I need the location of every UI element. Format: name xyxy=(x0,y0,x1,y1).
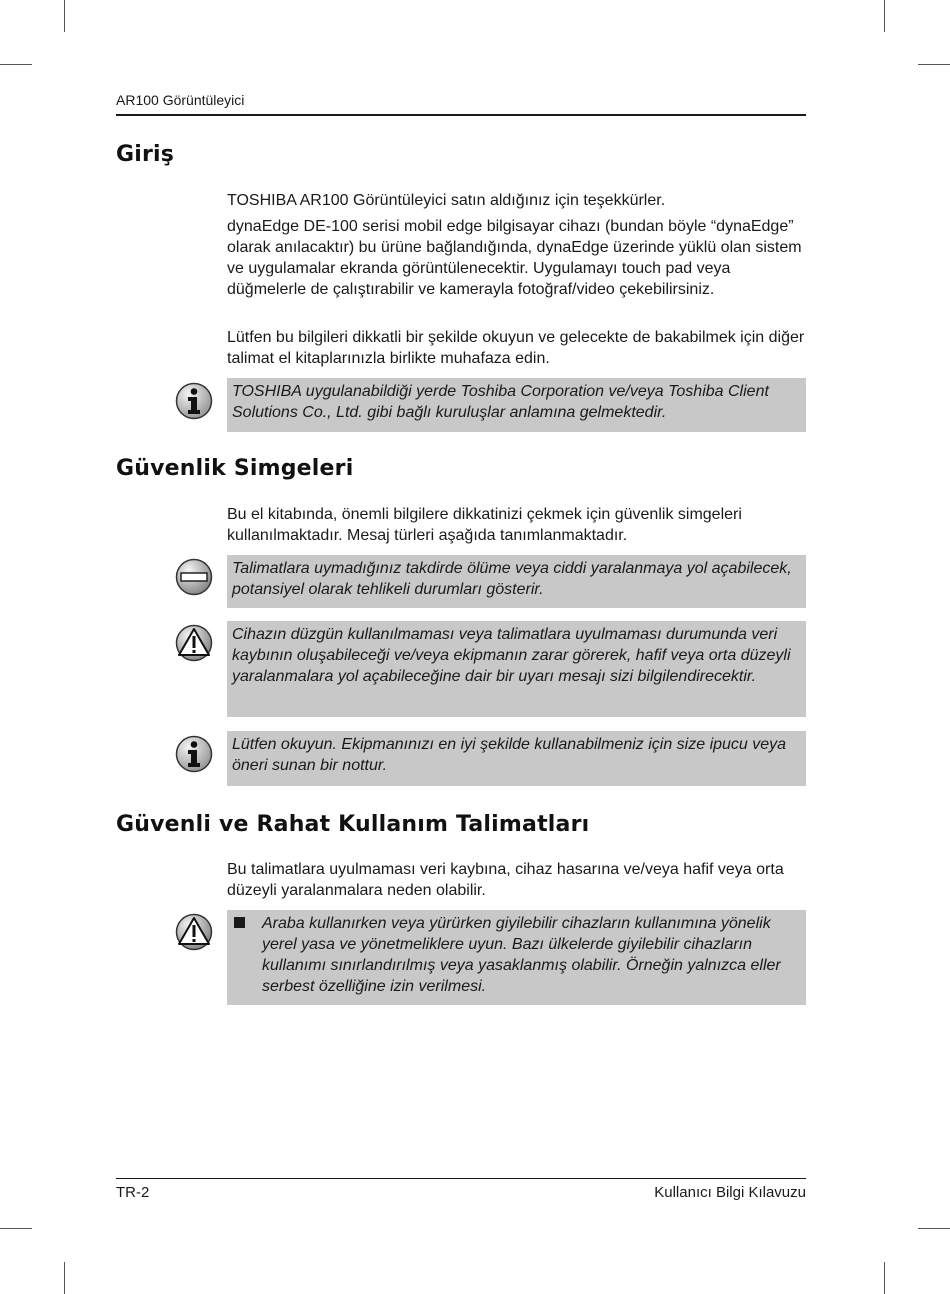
info-icon xyxy=(175,382,213,420)
section-heading-safe-use: Güvenli ve Rahat Kullanım Talimatları xyxy=(116,812,590,837)
manual-title: Kullanıcı Bilgi Kılavuzu xyxy=(654,1184,806,1201)
note-box-tip xyxy=(227,731,806,786)
running-header-title: AR100 Görüntüleyici xyxy=(116,92,245,108)
safe-use-intro: Bu talimatlara uyulmaması veri kaybına, cihaz hasarına ve/veya hafif veya orta düzeyli yaralanmalara neden olabilir. xyxy=(227,861,784,899)
crop-mark xyxy=(64,0,65,32)
crop-mark xyxy=(918,1228,950,1229)
crop-mark xyxy=(64,1262,65,1294)
intro-paragraph-thanks: TOSHIBA AR100 Görüntüleyici satın aldığınız için teşekkürler. xyxy=(227,192,666,209)
crop-mark xyxy=(884,0,885,32)
caution-bullet-text: Araba kullanırken veya yürürken giyilebilir cihazların kullanımına yönelik yerel yasa ve yönetmeliklere uyun. Bazı ülkelerde giyilebilir cihazların kullanımı sınırlandırılmış veya yasaklanmış olabilir. Örneğin yalnızca eller serbest özelliğine izin verilmesi. xyxy=(262,915,781,995)
caution-text: Cihazın düzgün kullanılmaması veya talimatlara uyulmaması durumunda veri kaybının oluşabileceği ve/veya ekipmanın zarar görerek, hafif veya orta düzeyli yaralanmalara yol açabileceğine dair bir uyarı mesajı sizi bilgilendirecektir. xyxy=(232,626,791,685)
warning-triangle-icon xyxy=(175,624,213,662)
intro-paragraph-dynaedge: dynaEdge DE-100 serisi mobil edge bilgisayar cihazı (bundan böyle “dynaEdge” olarak anılacaktır) bu ürüne bağlandığında, dynaEdge üzerinde yüklü olan sistem ve uygulamalar ekranda görüntülenecektir. Uygulamayı touch pad veya düğmelerle de çalıştırabilir ve kamerayla fotoğraf/video çekebilirsiniz. xyxy=(227,218,802,298)
section-heading-giris: Giriş xyxy=(116,142,175,167)
info-icon xyxy=(175,735,213,773)
crop-mark xyxy=(884,1262,885,1294)
prohibition-icon xyxy=(175,558,213,596)
safety-icons-intro: Bu el kitabında, önemli bilgilere dikkatinizi çekmek için güvenlik simgeleri kullanılmaktadır. Mesaj türleri aşağıda tanımlanmaktadır. xyxy=(227,506,742,544)
note-text: TOSHIBA uygulanabildiği yerde Toshiba Corporation ve/veya Toshiba Client Solutions Co., Ltd. gibi bağlı kuruluşlar anlamına gelmektedir. xyxy=(232,383,769,421)
caution-box-wearable xyxy=(227,910,806,1005)
danger-box xyxy=(227,555,806,608)
note-box-toshiba xyxy=(227,378,806,432)
page-number: TR-2 xyxy=(116,1184,150,1201)
crop-mark xyxy=(918,64,950,65)
header-rule xyxy=(116,114,806,116)
warning-triangle-icon xyxy=(175,913,213,951)
crop-mark xyxy=(0,1228,32,1229)
crop-mark xyxy=(0,64,32,65)
caution-box xyxy=(227,621,806,717)
bullet-square-icon xyxy=(234,917,245,928)
intro-paragraph-keep: Lütfen bu bilgileri dikkatli bir şekilde okuyun ve gelecekte de bakabilmek için diğer talimat el kitaplarınızla birlikte muhafaza edin. xyxy=(227,329,805,367)
note-text: Lütfen okuyun. Ekipmanınızı en iyi şekilde kullanabilmeniz için size ipucu veya öneri sunan bir nottur. xyxy=(232,736,787,774)
section-heading-safety-icons: Güvenlik Simgeleri xyxy=(116,456,354,481)
danger-text: Talimatlara uymadığınız takdirde ölüme veya ciddi yaralanmaya yol açabilecek, potansiyel olarak tehlikeli durumları gösterir. xyxy=(232,560,792,598)
footer-rule xyxy=(116,1178,806,1179)
